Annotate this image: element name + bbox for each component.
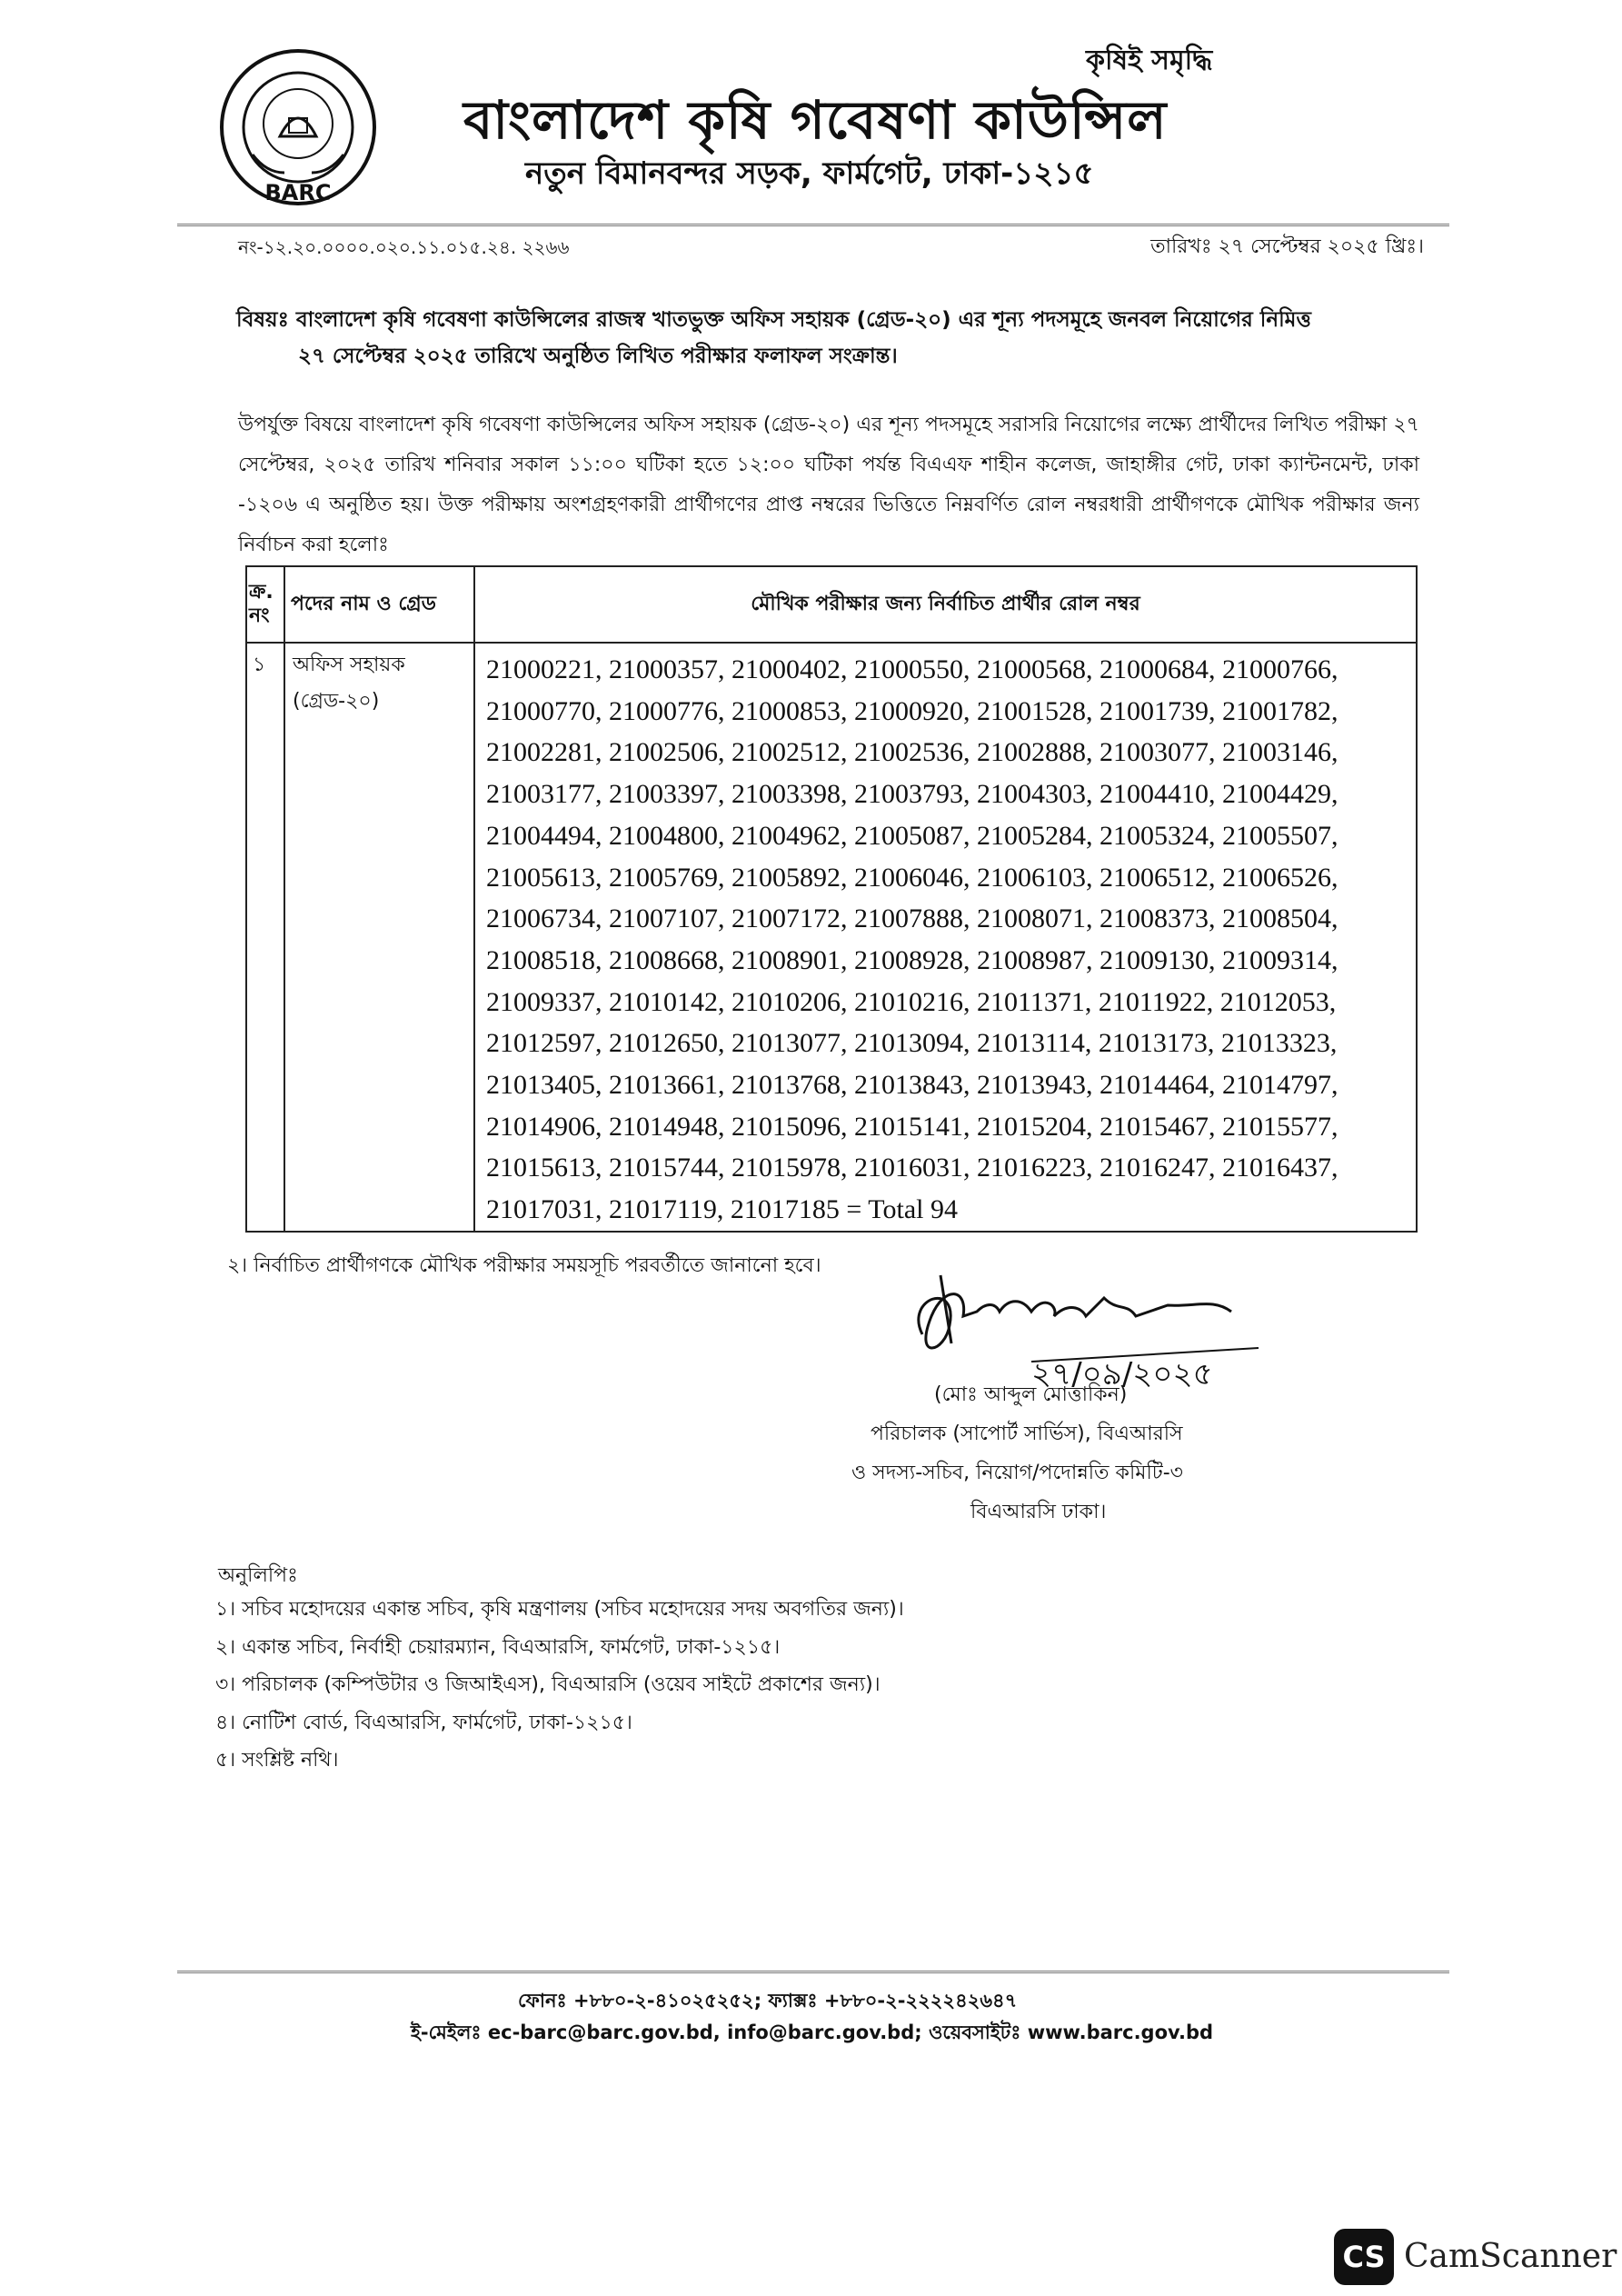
header-post: পদের নাম ও গ্রেড [284,566,474,643]
signature-date: ২৭/০৯/২০২৫ [1031,1356,1213,1393]
roll-line: 21004494, 21004800, 21004962, 21005087, 21005284, 21005324, 21005507, [486,820,1338,851]
list-item: ৩। পরিচালক (কম্পিউটার ও জিআইএস), বিএআরসি (ওয়েব সাইটে প্রকাশের জন্য)। [215,1673,881,1696]
roll-line: 21012597, 21012650, 21013077, 21013094, 21013114, 21013173, 21013323, [486,1028,1338,1059]
list-item: ৪। নোটিশ বোর্ড, বিএআরসি, ফার্মগেট, ঢাকা-১২১৫। [215,1711,632,1734]
roll-line: 21006734, 21007107, 21007172, 21007888, 21008071, 21008373, 21008504, [486,903,1338,934]
roll-line: 21015613, 21015744, 21015978, 21016031, 21016223, 21016247, 21016437, [486,1153,1338,1183]
signatory-name: (মোঃ আব্দুল মোত্তাকিন) [934,1383,1128,1406]
issue-date: তারিখঃ ২৭ সেপ্টেম্বর ২০২৫ খ্রিঃ। [1150,235,1424,258]
note-2: ২। নির্বাচিত প্রার্থীগণকে মৌখিক পরীক্ষার সময়সূচি পরবর্তীতে জানানো হবে। [227,1254,821,1277]
reference-number: নং-১২.২০.০০০০.০২০.১১.০১৫.২৪. ২২৬৬ [238,236,570,258]
camscanner-label: CamScanner [1404,2238,1617,2275]
header-serial: ক্র. নং [246,566,284,643]
post-grade: (গ্রেড-২০) [293,690,380,713]
subject-line-2: ২৭ সেপ্টেম্বর ২০২৫ তারিখে অনুষ্ঠিত লিখিত পরীক্ষার ফলাফল সংক্রান্ত। [298,344,898,368]
camscanner-logo-icon: CS [1334,2229,1394,2285]
row-serial: ১ [246,643,284,1232]
cc-list [215,1591,904,1780]
motto: কৃষিই সমৃদ্ধি [1086,45,1213,76]
header-divider [177,224,1449,226]
roll-line: 21009337, 21010142, 21010206, 21010216, 21011371, 21011922, 21012053, [486,986,1337,1017]
body-paragraph: উপর্যুক্ত বিষয়ে বাংলাদেশ কৃষি গবেষণা কাউন্সিলের অফিস সহায়ক (গ্রেড-২০) এর শূন্য পদসমূহে সরাসরি নিয়োগের লক্ষ্যে প্রার্থীদের লিখিত পরীক্ষা ২৭ সেপ্টেম্বর, ২০২৫ তারিখ শনিবার সকাল ১১:০০ ঘটিকা হতে ১২:০০ ঘটিকা পর্যন্ত বিএএফ শাহীন কলেজ, জাহাঙ্গীর গেট, ঢাকা ক্যান্টনমেন্ট, ঢাকা -১২০৬ এ অনুষ্ঠিত হয়। উক্ত পরীক্ষায় অংশগ্রহণকারী প্রার্থীগণের প্রাপ্ত নম্বরের ভিত্তিতে নিম্নবর্ণিত রোল নম্বরধারী প্রার্থীগণকে মৌখিক পরীক্ষার জন্য নির্বাচন করা হলোঃ [238,414,1419,556]
organization-address: নতুন বিমানবন্দর সড়ক, ফার্মগেট, ঢাকা-১২১৫ [525,155,1094,192]
subject [236,302,1418,374]
post-name: অফিস সহায়ক [293,654,405,676]
footer-phone: ফোনঃ +৮৮০-২-৪১০২৫২৫২; ফ্যাক্সঃ +৮৮০-২-২২২২৪২৬৪৭ [518,1990,1018,2011]
subject-line-1: বিষয়ঃ বাংলাদেশ কৃষি গবেষণা কাউন্সিলের রাজস্ব খাতভুক্ত অফিস সহায়ক (গ্রেড-২০) এর শূন্য পদসমূহে জনবল নিয়োগের নিমিত্ত [236,308,1311,332]
roll-line: 21013405, 21013661, 21013768, 21013843, 21013943, 21014464, 21014797, [486,1070,1338,1101]
list-item: ৫। সংশ্লিষ্ট নথি। [215,1749,339,1772]
organization-name: বাংলাদেশ কৃষি গবেষণা কাউন্সিল [463,89,1168,151]
row-post [284,643,474,1232]
roll-numbers [474,643,1417,1232]
roll-line: 21017031, 21017119, 21017185 = Total 94 [486,1194,958,1225]
header-rolls: মৌখিক পরীক্ষার জন্য নির্বাচিত প্রার্থীর রোল নম্বর [474,566,1417,643]
logo-text: BARC [264,180,332,205]
roll-line: 21000770, 21000776, 21000853, 21000920, 21001528, 21001739, 21001782, [486,695,1338,726]
table-row [246,643,1417,1232]
roll-line: 21014906, 21014948, 21015096, 21015141, 21015204, 21015467, 21015577, [486,1111,1338,1142]
list-item: ২। একান্ত সচিব, নির্বাহী চেয়ারম্যান, বিএআরসি, ফার্মগেট, ঢাকা-১২১৫। [215,1635,781,1659]
roll-line: 21002281, 21002506, 21002512, 21002536, 21002888, 21003077, 21003146, [486,737,1338,768]
signatory-office: বিএআরসি ঢাকা। [970,1501,1107,1523]
list-item: ১। সচিব মহোদয়ের একান্ত সচিব, কৃষি মন্ত্রণালয় (সচিব মহোদয়ের সদয় অবগতির জন্য)। [215,1598,904,1621]
result-table [245,565,1418,1233]
signatory-committee: ও সদস্য-সচিব, নিয়োগ/পদোন্নতি কমিটি-৩ [851,1462,1183,1484]
roll-line: 21003177, 21003397, 21003398, 21003793, 21004303, 21004410, 21004429, [486,779,1338,810]
roll-line: 21000221, 21000357, 21000402, 21000550, 21000568, 21000684, 21000766, [486,654,1338,684]
footer-email: ই-মেইলঃ ec-barc@barc.gov.bd, info@barc.gov.bd; ওয়েবসাইটঃ www.barc.gov.bd [411,2021,1214,2043]
table-header-row [246,566,1417,643]
handwritten-signature [895,1262,1277,1393]
signatory-designation: পরিচালক (সাপোর্ট সার্ভিস), বিএআরসি [871,1423,1183,1445]
footer-divider [177,1971,1449,1973]
cc-title: অনুলিপিঃ [218,1564,298,1587]
roll-line: 21008518, 21008668, 21008901, 21008928, 21008987, 21009130, 21009314, [486,944,1338,975]
barc-logo [216,45,380,209]
roll-line: 21005613, 21005769, 21005892, 21006046, 21006103, 21006512, 21006526, [486,862,1338,893]
